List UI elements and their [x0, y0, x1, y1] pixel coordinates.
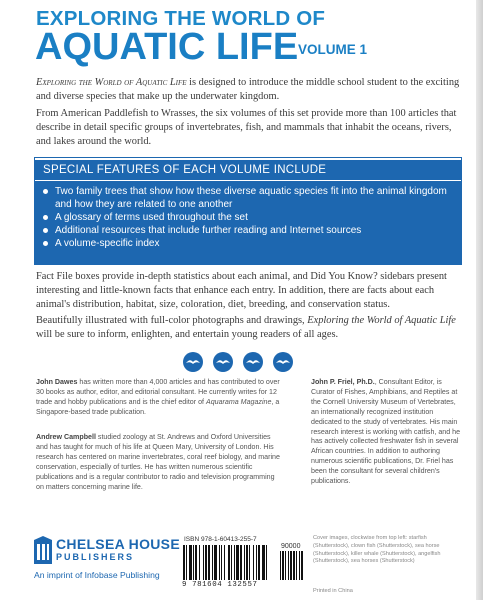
bullet-icon — [43, 215, 48, 220]
volume-label: VOLUME 1 — [298, 42, 368, 57]
barcode-bar — [256, 545, 257, 580]
series-title-line2: AQUATIC LIFE — [35, 26, 299, 68]
barcode-addon-bar — [288, 551, 289, 580]
seabird-icon — [182, 351, 204, 373]
intro-paragraph — [36, 76, 464, 104]
bio-john-friel: John P. Friel, Ph.D., Consultant Editor, is Curator of Fishes, Amphibians, and Reptiles at the Cornell University Museum of Vertebrates, an internationally recognized institution dedicated to the study of vertebrates. His main research interest is working with catfish, and he has actively collected freshwater fish in several African countries. In addition to authoring numerous scientific publications, Dr. Friel has been the consultant for several children's publications. — [311, 378, 461, 486]
features-list — [43, 185, 455, 250]
barcode-digits: 9 781604 132557 — [182, 581, 258, 589]
barcode-bar — [244, 545, 245, 580]
isbn-barcode — [182, 536, 308, 590]
publisher-imprint: An imprint of Infobase Publishing — [34, 570, 160, 580]
barcode-bar — [266, 545, 267, 580]
barcode-addon-bar — [282, 551, 284, 580]
barcode-bar — [195, 545, 197, 580]
barcode-addon-bar — [296, 551, 297, 580]
seabird-icon — [242, 351, 264, 373]
feature-item: A volume-specific index — [43, 237, 455, 250]
barcode-bar — [224, 545, 225, 580]
barcode-addon-bar — [280, 551, 281, 580]
barcode-addon-bar — [299, 551, 300, 580]
barcode-bar — [212, 545, 213, 580]
barcode-bar — [234, 545, 235, 580]
barcode-bar — [231, 545, 232, 580]
barcode-bar — [205, 545, 207, 580]
fact-file-paragraph: Fact File boxes provide in-depth statistics about each animal, and Did You Know? sidebars present interesting and little-known facts that enhance each entry. In addition, there are facts about each animal's distribution, habitat, size, coloration, diet, breeding, and conservation status. — [36, 271, 447, 310]
printed-in: Printed in China — [313, 588, 353, 594]
bio-andrew-campbell: Andrew Campbell studied zoology at St. Andrews and Oxford Universities and has taught for much of his life at Queen Mary, University of London. His research has centered on marine invertebrates, coral reef biology, and marine conservation, especially of turtles. He has written numerous scientific publications and is a regular contributor to radio and television programming on matters concerning marine life. — [36, 433, 280, 491]
barcode-bar — [208, 545, 210, 580]
barcode-bar — [262, 545, 265, 580]
volumes-paragraph: From American Paddlefish to Wrasses, the six volumes of this set provide more than 100 articles that describe in detail specific groups of invertebrates, fish, and mammals that inhabit the oceans, rivers, and lakes around the world. — [36, 108, 457, 147]
barcode-addon-bar — [301, 551, 303, 580]
barcode-addon-bar — [293, 551, 295, 580]
isbn-number: ISBN 978-1-60413-255-7 — [184, 536, 257, 543]
cover-header — [0, 0, 483, 72]
chelsea-house-logo-icon — [34, 536, 52, 564]
features-heading: SPECIAL FEATURES OF EACH VOLUME INCLUDE — [43, 164, 327, 176]
features-divider — [35, 180, 461, 181]
barcode-bar — [228, 545, 230, 580]
price-code: 90000 — [281, 543, 301, 550]
barcode-bar — [186, 545, 187, 580]
cover-image-credits: Cover images, clockwise from top left: starfish (Shutterstock), clown fish (Shutterstock), sea horse (Shutterstock), killer whale (Shutterstock), angelfish (Shutterstock), sea horses (Shutterstock) — [313, 535, 441, 565]
publisher-name: CHELSEA HOUSE — [56, 536, 180, 552]
special-features-box — [35, 158, 461, 264]
publisher-logo-block — [34, 536, 180, 588]
seabird-icon — [212, 351, 234, 373]
barcode-bar — [246, 545, 248, 580]
series-title-italic: Exploring the World of Aquatic Life — [307, 315, 456, 326]
barcode-bar — [189, 545, 192, 580]
feature-item: Additional resources that include further reading and Internet sources — [43, 224, 455, 237]
barcode-bar — [214, 545, 217, 580]
barcode-bar — [253, 545, 254, 580]
barcode-bar — [183, 545, 185, 580]
barcode-addon-bar — [290, 551, 292, 580]
bullet-icon — [43, 241, 48, 246]
barcode-bars — [182, 545, 308, 581]
intro-text: is designed to introduce the middle school student to the exciting and diverse species that make up the underwater kingdom. — [36, 77, 460, 102]
barcode-bar — [221, 545, 222, 580]
barcode-bar — [236, 545, 239, 580]
seabird-ornaments — [0, 351, 483, 373]
barcode-bar — [203, 545, 204, 580]
barcode-bar — [240, 545, 242, 580]
feature-item: A glossary of terms used throughout the set — [43, 211, 455, 224]
feature-item: Two family trees that show how these diverse aquatic species fit into the animal kingdom and how they are related to one another — [43, 185, 455, 211]
publisher-subname: PUBLISHERS — [56, 552, 135, 562]
barcode-addon-bar — [285, 551, 286, 580]
barcode-bar — [219, 545, 220, 580]
barcode-bar — [193, 545, 194, 580]
illustrated-paragraph: Beautifully illustrated with full-color photographs and drawings, Exploring the World of Aquatic Life will be sure to inform, enlighten, and entertain young readers of all ages. — [36, 315, 456, 340]
book-spine-edge — [476, 0, 483, 600]
barcode-bar — [249, 545, 250, 580]
series-name-inline: Exploring the World of Aquatic Life — [36, 77, 187, 88]
series-title-line1: EXPLORING THE WORLD OF — [36, 7, 326, 30]
seabird-icon — [272, 351, 294, 373]
bullet-icon — [43, 189, 48, 194]
bio-john-dawes: John Dawes has written more than 4,000 articles and has contributed to over 30 books as author, editor, and editorial consultant. He currently writes for 12 trade and hobby publications and is the chief editor of Aquarama Magazine, a Singapore-based trade publication. — [36, 378, 280, 416]
barcode-bar — [258, 545, 260, 580]
bullet-icon — [43, 228, 48, 233]
barcode-bar — [199, 545, 200, 580]
